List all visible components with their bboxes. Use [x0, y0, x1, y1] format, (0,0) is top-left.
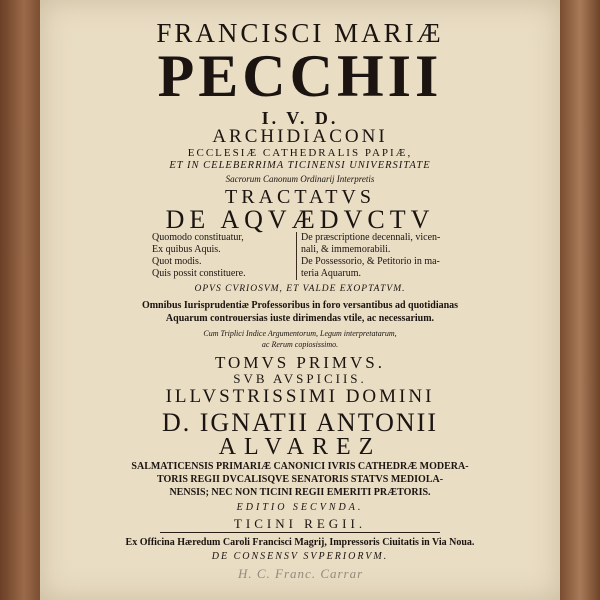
patron-name: D. IGNATII ANTONII [162, 408, 438, 437]
audience-line-2: Aquarum controuersias iuste dirimendas vtile, ac necessarium. [165, 313, 435, 324]
illustrious-line: ILLVSTRISSIMI DOMINI [165, 386, 435, 407]
tractatus-heading: TRACTATVS [225, 186, 375, 208]
place-line: TICINI REGII. [233, 516, 367, 531]
title-page [40, 0, 560, 600]
contents-right-item: teria Aquarum. [301, 268, 361, 279]
patron-title-2: TORIS REGII DVCALISQVE SENATORIS STATVS MEDIOLA- [156, 474, 444, 485]
book-edge-left [0, 0, 40, 600]
book-edge-right [560, 0, 600, 600]
contents-right-column [296, 232, 451, 280]
patron-surname: ALVAREZ [218, 434, 382, 460]
chair-line: Sacrorum Canonum Ordinarij Interpretis [225, 174, 375, 184]
contents-right-item: De Possessorio, & Petitorio in ma- [301, 256, 440, 267]
author-office: ARCHIDIACONI [212, 126, 388, 147]
indices-line-2: ac Rerum copiosissimo. [261, 340, 339, 349]
contents-left-item: Quomodo constituatur, [152, 232, 244, 243]
work-title: DE AQVÆDVCTV [165, 205, 435, 234]
author-first-names: FRANCISCI MARIÆ [156, 18, 444, 48]
contents-right-item: nali, & immemorabili. [301, 244, 391, 255]
edition-line: EDITIO SECVNDA. [236, 502, 364, 513]
university-line: ET IN CELEBERRIMA TICINENSI UNIVERSITATE [169, 160, 431, 171]
patron-title-1: SALMATICENSIS PRIMARIÆ CANONICI IVRIS CATHEDRÆ MODERA- [131, 461, 469, 472]
handwritten-ownership-note: H. C. Franc. Carrar [238, 566, 364, 581]
opus-line: OPVS CVRIOSVM, ET VALDE EXOPTATVM. [194, 284, 406, 294]
patron-title-3: NENSIS; NEC NON TICINI REGII EMERITI PRÆTORIS. [169, 487, 431, 498]
consent-line: DE CONSENSV SVPERIORVM. [211, 551, 389, 562]
church-line: ECCLESIÆ CATHEDRALIS PAPIÆ, [187, 147, 413, 159]
author-surname: PECCHII [157, 43, 443, 109]
indices-line-1: Cum Triplici Indice Argumentorum, Legum interpretatarum, [203, 329, 397, 338]
contents-right-item: De præscriptione decennali, vicen- [301, 232, 441, 243]
contents-left-item: Ex quibus Aquis. [152, 244, 221, 255]
imprint-line: Ex Officina Hæredum Caroli Francisci Magrij, Impressoris Ciuitatis in Via Noua. [125, 537, 475, 548]
contents-left-item: Quot modis. [152, 256, 202, 267]
author-degree: I. V. D. [261, 108, 339, 128]
contents-left-column [152, 232, 292, 280]
volume-line: TOMVS PRIMVS. [214, 353, 385, 372]
auspices-line: SVB AVSPICIIS. [233, 371, 367, 386]
divider-rule [160, 532, 440, 533]
contents-left-item: Quis possit constituere. [152, 268, 246, 279]
audience-line-1: Omnibus Iurisprudentiæ Professoribus in foro versantibus ad quotidianas [141, 300, 459, 311]
